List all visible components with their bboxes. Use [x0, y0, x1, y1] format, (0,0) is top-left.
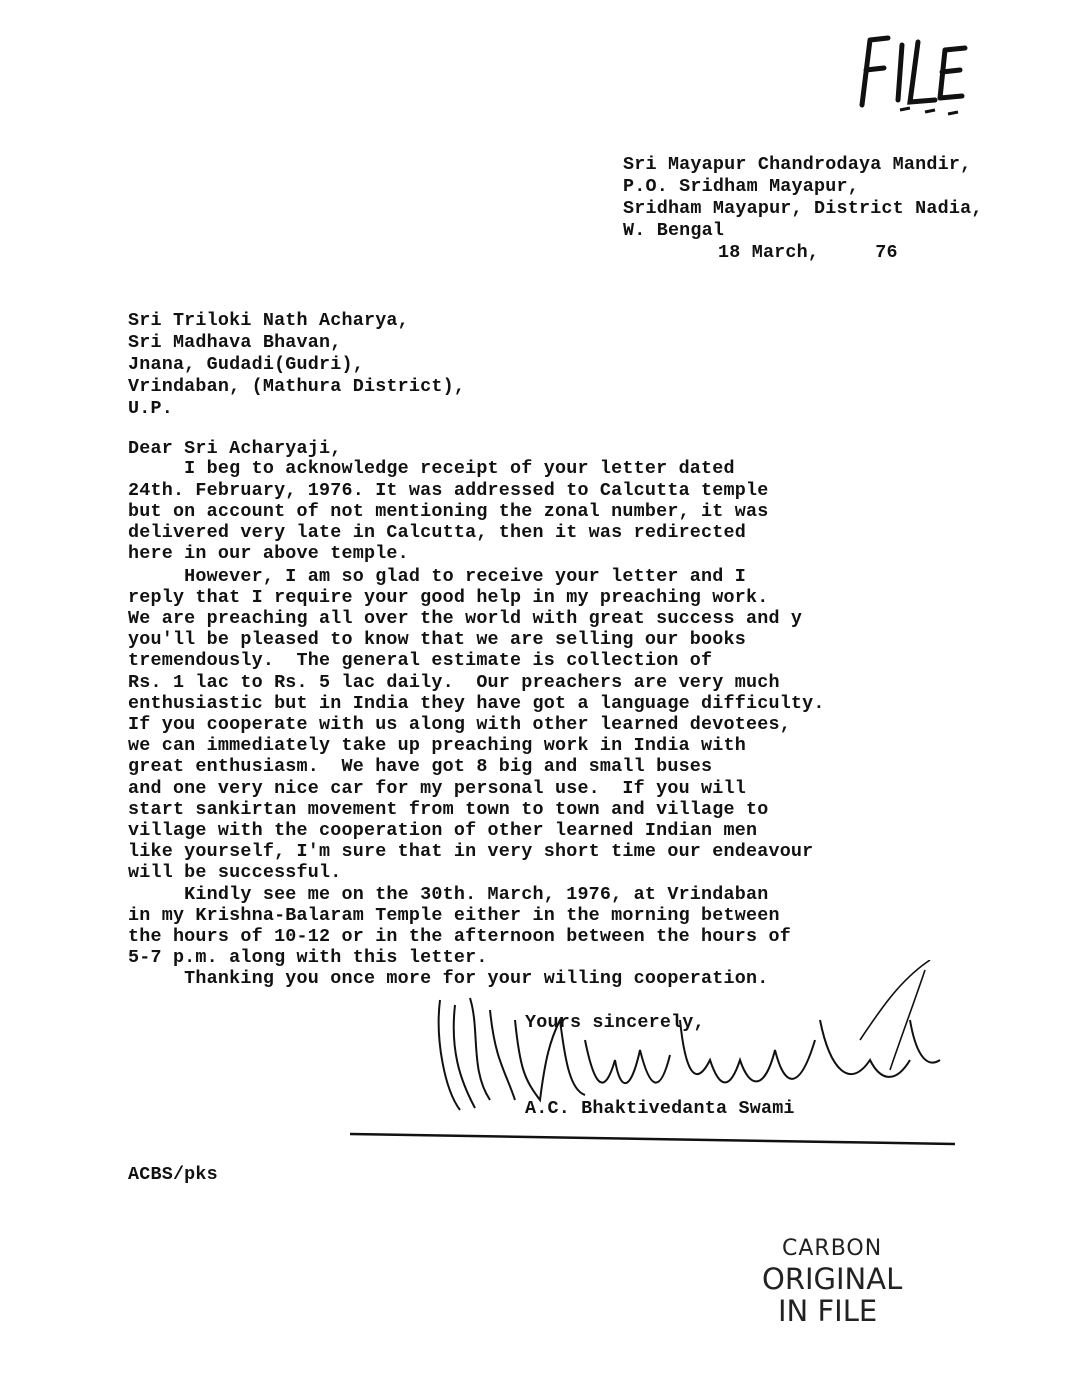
body-line: tremendously. The general estimate is collection of [128, 650, 713, 671]
recipient-line-2: Sri Madhava Bhavan, [128, 332, 342, 353]
body-line: delivered very late in Calcutta, then it was redirected [128, 522, 746, 543]
body-line: the hours of 10-12 or in the afternoon between the hours of [128, 926, 791, 947]
sender-line-4: W. Bengal [623, 220, 725, 241]
signer-name: A.C. Bhaktivedanta Swami [525, 1098, 795, 1119]
body-line: reply that I require your good help in my preaching work. [128, 587, 769, 608]
body-line: Rs. 1 lac to Rs. 5 lac daily. Our preachers are very much [128, 672, 780, 693]
file-handwriting [840, 20, 980, 120]
body-line: will be successful. [128, 862, 342, 883]
body-line: However, I am so glad to receive your letter and I [128, 566, 746, 587]
body-line: Kindly see me on the 30th. March, 1976, at Vrindaban [128, 884, 769, 905]
body-line: enthusiastic but in India they have got a language difficulty. [128, 693, 825, 714]
recipient-line-1: Sri Triloki Nath Acharya, [128, 310, 409, 331]
initials: ACBS/pks [128, 1164, 218, 1185]
closing: Yours sincerely, [525, 1012, 705, 1033]
underline-stroke [350, 1126, 960, 1146]
body-line: great enthusiasm. We have got 8 big and small buses [128, 756, 713, 777]
stamp-carbon: CARBON [782, 1236, 883, 1261]
body-line: start sankirtan movement from town to town and village to [128, 799, 769, 820]
body-line: we can immediately take up preaching work in India with [128, 735, 746, 756]
body-line: Thanking you once more for your willing cooperation. [128, 968, 769, 989]
signature-scribble [420, 960, 960, 1120]
file-mark [840, 20, 980, 120]
salutation: Dear Sri Acharyaji, [128, 438, 342, 459]
body-line: but on account of not mentioning the zonal number, it was [128, 501, 769, 522]
body-line: 24th. February, 1976. It was addressed to Calcutta temple [128, 480, 769, 501]
body-line: I beg to acknowledge receipt of your letter dated [128, 458, 735, 479]
recipient-line-3: Jnana, Gudadi(Gudri), [128, 354, 364, 375]
signature-underline [350, 1126, 960, 1146]
body-line: you'll be pleased to know that we are selling our books [128, 629, 746, 650]
body-line: in my Krishna-Balaram Temple either in the morning between [128, 905, 780, 926]
body-line: 5-7 p.m. along with this letter. [128, 947, 488, 968]
stamp-in-file: IN FILE [778, 1294, 878, 1328]
letter-date: 18 March, 76 [718, 242, 898, 263]
sender-line-2: P.O. Sridham Mayapur, [623, 176, 859, 197]
body-line: and one very nice car for my personal use. If you will [128, 778, 746, 799]
stamp-original: ORIGINAL [762, 1262, 903, 1296]
sender-line-3: Sridham Mayapur, District Nadia, [623, 198, 983, 219]
recipient-line-5: U.P. [128, 398, 173, 419]
body-line: village with the cooperation of other learned Indian men [128, 820, 758, 841]
signature [420, 960, 960, 1120]
recipient-line-4: Vrindaban, (Mathura District), [128, 376, 466, 397]
sender-line-1: Sri Mayapur Chandrodaya Mandir, [623, 154, 972, 175]
body-line: If you cooperate with us along with other learned devotees, [128, 714, 791, 735]
body-line: like yourself, I'm sure that in very short time our endeavour [128, 841, 814, 862]
body-line: We are preaching all over the world with great success and y [128, 608, 803, 629]
body-line: here in our above temple. [128, 543, 409, 564]
